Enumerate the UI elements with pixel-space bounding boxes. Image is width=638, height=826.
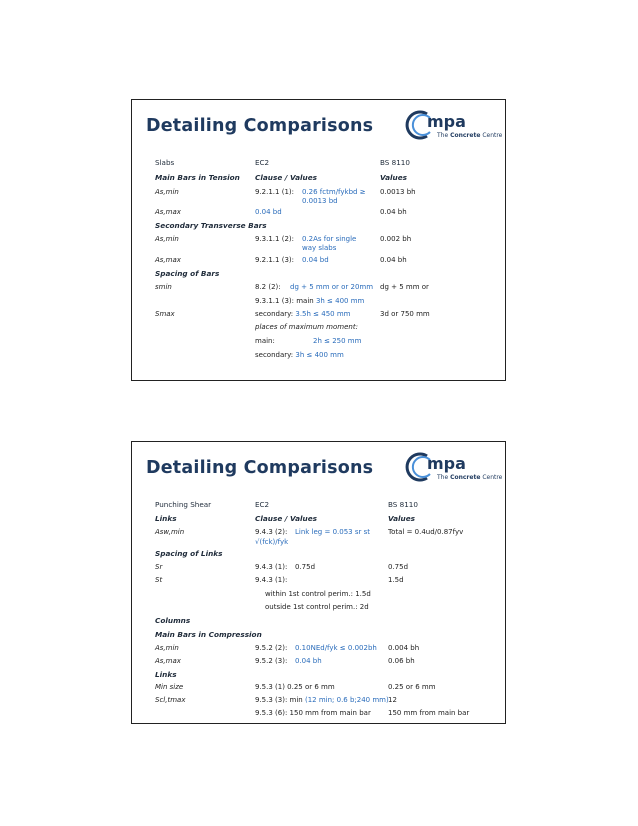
- logo-text: mpa: [427, 454, 466, 473]
- table-row: [132, 337, 505, 351]
- bs-value: 0.04 bh: [380, 256, 407, 264]
- row-label: Smax: [155, 310, 175, 318]
- clause-ref: 9.3.1.1 (3): main 3h ≤ 400 mm: [255, 297, 365, 305]
- bs-value: 0.004 bh: [388, 644, 420, 652]
- table-row: [132, 603, 505, 617]
- bs-value: 1.5d: [388, 576, 404, 584]
- section-columns: Columns: [155, 616, 191, 625]
- bs-value: Total = 0.4ud/0.87fyv: [388, 528, 464, 536]
- table-row: [132, 310, 505, 324]
- row-label: Sr: [155, 563, 163, 571]
- clause-ref: 8.2 (2):: [255, 283, 281, 291]
- table-subheader-row: [132, 173, 505, 187]
- table-row: [132, 208, 505, 222]
- row-label: As,min: [155, 235, 179, 243]
- ec2-value: Link leg = 0.053 sr st: [295, 528, 370, 536]
- row-label: As,max: [155, 256, 181, 264]
- ec2-value-cont: √(fck)/fyk: [255, 538, 289, 546]
- section-main-bars-compression: Main Bars in Compression: [155, 630, 262, 639]
- ec2-value: 2h ≤ 250 mm: [313, 337, 362, 345]
- slide-title: Detailing Comparisons: [146, 116, 374, 136]
- bs-value: 0.25 or 6 mm: [388, 683, 436, 691]
- table-row: [132, 351, 505, 365]
- table-row: [132, 297, 505, 311]
- row-label: St: [155, 576, 163, 584]
- slide-1: [131, 99, 506, 381]
- row-label: As,min: [155, 188, 179, 196]
- table-row: [132, 563, 505, 577]
- bs-value: 150 mm from main bar: [388, 709, 470, 717]
- clause-ref: 9.4.3 (1):: [255, 563, 288, 571]
- clause-ref: 9.5.3 (3): min (12 min; 0.6 b;240 mm): [255, 696, 389, 704]
- note: places of maximum moment:: [255, 323, 358, 331]
- row-label: As,max: [155, 657, 181, 665]
- header-bs8110: BS 8110: [380, 158, 410, 167]
- slab-table: [132, 100, 505, 380]
- bs-value: 3d or 750 mm: [380, 310, 430, 318]
- ec2-value: 9.5.3 (1) 0.25 or 6 mm: [255, 683, 335, 691]
- ec2-value: 9.5.3 (6): 150 mm from main bar: [255, 709, 371, 717]
- table-row: [132, 188, 505, 205]
- ec2-value: 0.10NEd/fyk ≤ 0.002bh: [295, 644, 377, 652]
- clause-ref: 9.2.1.1 (1):: [255, 188, 294, 196]
- header-ec2: EC2: [255, 158, 270, 167]
- section-main-bars: Main Bars in Tension: [155, 173, 240, 182]
- ec2-value: dg + 5 mm or or 20mm: [290, 283, 374, 291]
- bs-value: 0.06 bh: [388, 657, 415, 665]
- ec2-value: within 1st control perim.: 1.5d: [265, 590, 371, 598]
- bs-value: dg + 5 mm or: [380, 283, 429, 291]
- section-row: [132, 630, 505, 644]
- subheader-values: Values: [380, 173, 407, 182]
- ec2-value: 0.2As for single way slabs: [302, 235, 357, 252]
- subheader-values: Values: [388, 514, 415, 523]
- section-links: Links: [155, 514, 177, 523]
- header-bs8110: BS 8110: [388, 500, 418, 509]
- bs-value: 0.002 bh: [380, 235, 412, 243]
- table-row: [132, 683, 505, 697]
- ec2-value: outside 1st control perim.: 2d: [265, 603, 369, 611]
- section-secondary-bars: Secondary Transverse Bars: [155, 221, 267, 230]
- section-spacing-links: Spacing of Links: [155, 549, 223, 558]
- bs-value: 0.04 bh: [380, 208, 407, 216]
- row-label: Asw,min: [155, 528, 185, 536]
- table-row: [132, 696, 505, 710]
- subheader-clause: Clause / Values: [255, 514, 318, 523]
- row-label: As,max: [155, 208, 181, 216]
- bs-value: 0.0013 bh: [380, 188, 416, 196]
- section-row: [132, 221, 505, 235]
- table-row: [132, 256, 505, 270]
- ec2-value: 0.04 bd: [302, 256, 329, 264]
- clause-ref: 9.4.3 (1):: [255, 576, 288, 584]
- clause-ref: 9.5.2 (2):: [255, 644, 288, 652]
- ec2-value: 0.75d: [295, 563, 316, 571]
- table-row: [132, 576, 505, 590]
- row-label: Min size: [155, 683, 184, 691]
- table-row: [132, 235, 505, 252]
- table-header-row: [132, 500, 505, 514]
- row-label: As,min: [155, 644, 179, 652]
- table-header-row: [132, 158, 505, 172]
- subheader-clause: Clause / Values: [255, 173, 318, 182]
- row-label: smin: [155, 283, 172, 291]
- ec2-value: 0.26 fctm/fykbd ≥ 0.0013 bd: [302, 188, 366, 205]
- bs-value: 0.75d: [388, 563, 409, 571]
- clause-ref: 9.2.1.1 (3):: [255, 256, 294, 264]
- table-subheader-row: [132, 514, 505, 528]
- section-row: [132, 616, 505, 630]
- clause-ref: 9.5.2 (3):: [255, 657, 288, 665]
- section-column-links: Links: [155, 670, 177, 679]
- header-ec2: EC2: [255, 500, 270, 509]
- table-row: [132, 590, 505, 604]
- clause-ref: main:: [255, 337, 275, 345]
- punching-table: [132, 442, 505, 723]
- logo-subtitle: The Concrete Centre: [437, 132, 503, 139]
- table-row: [132, 644, 505, 658]
- header-punching-shear: Punching Shear: [155, 500, 212, 509]
- slide-title: Detailing Comparisons: [146, 458, 374, 478]
- clause-ref: 9.4.3 (2):: [255, 528, 288, 536]
- clause-ref: 9.3.1.1 (2):: [255, 235, 294, 243]
- section-row: [132, 670, 505, 684]
- section-row: [132, 269, 505, 283]
- logo-subtitle: The Concrete Centre: [437, 474, 503, 481]
- section-row: [132, 549, 505, 563]
- section-spacing-bars: Spacing of Bars: [155, 269, 220, 278]
- header-slabs: Slabs: [155, 158, 175, 167]
- clause-ref: secondary: 3.5h ≤ 450 mm: [255, 310, 351, 318]
- bs-value: 12: [388, 696, 397, 704]
- table-row: [132, 657, 505, 671]
- slide-2: [131, 441, 506, 724]
- ec2-value: 0.04 bh: [295, 657, 322, 665]
- ec2-value: 0.04 bd: [255, 208, 282, 216]
- row-label: Scl,tmax: [155, 696, 186, 704]
- table-row: [132, 283, 505, 297]
- table-row: [132, 709, 505, 723]
- logo-text: mpa: [427, 112, 466, 131]
- table-row: [132, 323, 505, 337]
- clause-ref: secondary: 3h ≤ 400 mm: [255, 351, 344, 359]
